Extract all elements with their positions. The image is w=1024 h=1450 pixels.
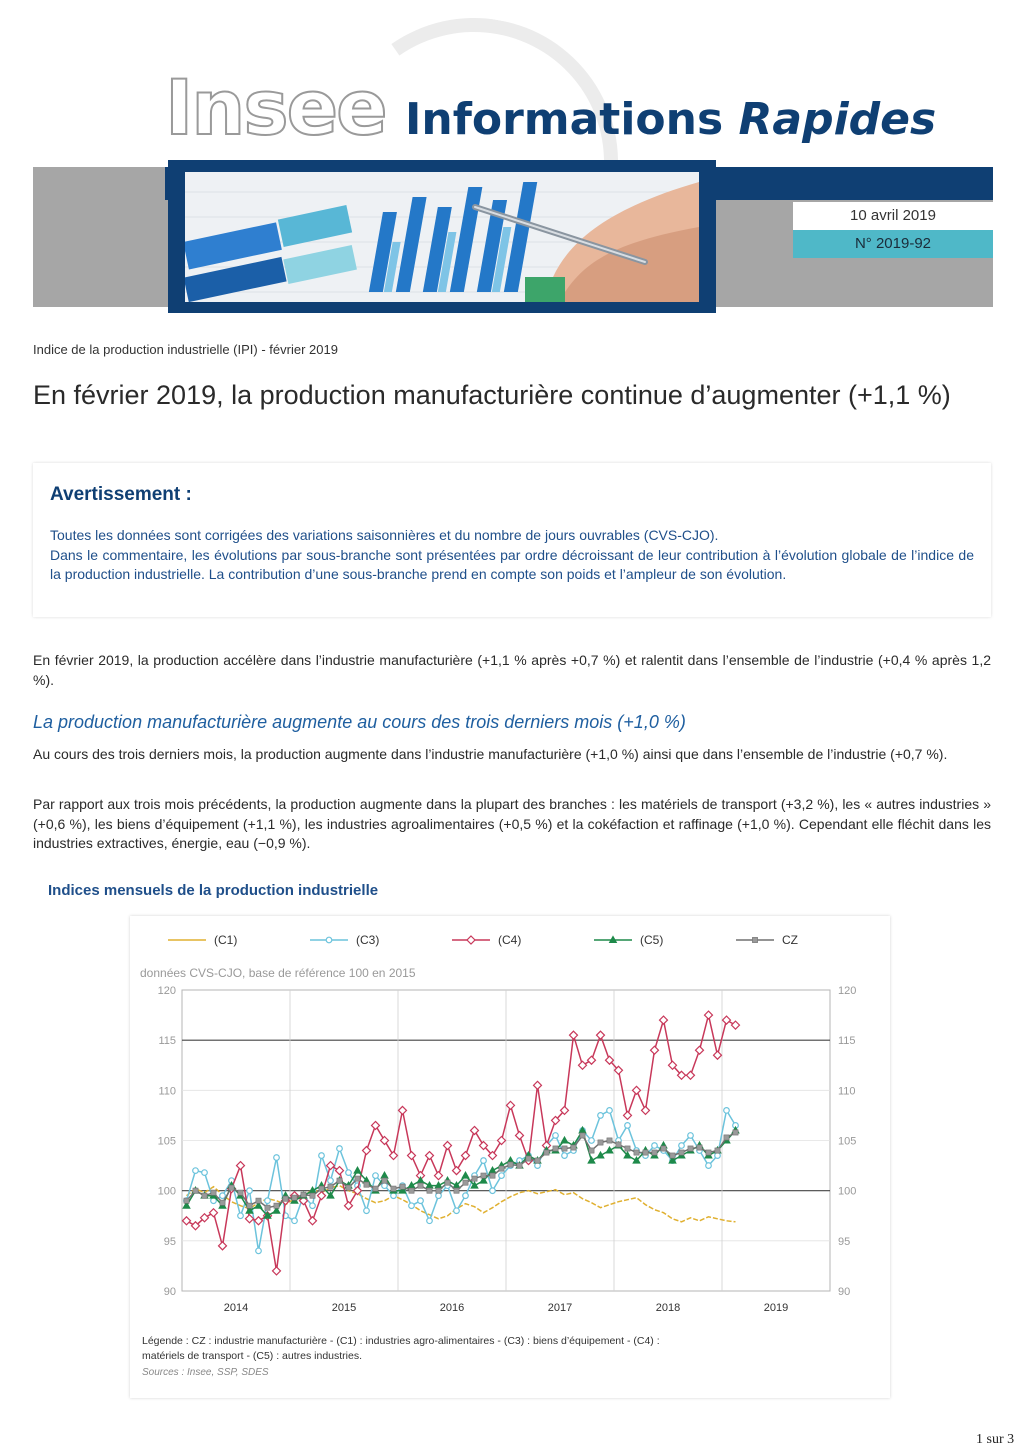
y-tick-label-right: 90 (838, 1286, 851, 1298)
legend-marker (752, 937, 757, 942)
data-point-c3 (679, 1143, 685, 1149)
data-point-c3 (724, 1108, 730, 1114)
data-point-c4 (723, 1016, 731, 1024)
publication-title-part2: Rapides (738, 94, 937, 145)
publication-title-part1: Informations (405, 94, 724, 145)
data-point-cz (274, 1203, 279, 1208)
data-point-cz (364, 1182, 369, 1187)
data-point-cz (544, 1150, 549, 1155)
data-point-c4 (516, 1131, 524, 1139)
data-point-c4 (246, 1215, 254, 1223)
data-point-cz (472, 1176, 477, 1181)
y-tick-label-right: 115 (838, 1035, 856, 1048)
data-point-c4 (426, 1152, 434, 1160)
data-point-cz (598, 1140, 603, 1145)
header-photo-bar-chart-hand (185, 172, 699, 302)
data-point-c4 (318, 1192, 326, 1200)
data-point-c4 (642, 1106, 650, 1114)
data-point-c3 (238, 1213, 244, 1219)
data-point-c4 (309, 1217, 317, 1225)
main-title: En février 2019, la production manufacturière continue d’augmenter (+1,1 %) (33, 380, 951, 410)
data-point-cz (688, 1146, 693, 1151)
data-point-cz (481, 1173, 486, 1178)
data-point-cz (553, 1146, 558, 1151)
x-tick-label: 2015 (331, 1302, 357, 1314)
data-point-cz (715, 1148, 720, 1153)
data-point-c3 (373, 1173, 379, 1179)
data-point-cz (229, 1185, 234, 1190)
warning-line-1: Toutes les données sont corrigées des variations saisonnières et du nombre de jours ouvrables (CVS-CJO). (50, 527, 719, 543)
data-point-c4 (345, 1202, 353, 1210)
data-point-c4 (651, 1046, 659, 1054)
legend-label: (C1) (214, 933, 238, 947)
data-point-c4 (453, 1167, 461, 1175)
data-point-c3 (625, 1123, 631, 1129)
document-subtitle: Indice de la production industrielle (IPI) - février 2019 (33, 342, 338, 357)
data-point-c4 (381, 1137, 389, 1145)
data-point-cz (391, 1186, 396, 1191)
x-tick-label: 2017 (547, 1302, 573, 1314)
data-point-c4 (471, 1126, 479, 1134)
data-point-c3 (481, 1158, 487, 1164)
data-point-c4 (705, 1011, 713, 1019)
chart-subtitle: données CVS-CJO, base de référence 100 en 2015 (140, 966, 416, 980)
data-point-cz (679, 1150, 684, 1155)
data-point-cz (400, 1184, 405, 1189)
data-point-cz (355, 1176, 360, 1181)
data-point-c4 (399, 1106, 407, 1114)
data-point-c3 (553, 1133, 559, 1139)
data-point-c4 (498, 1137, 506, 1145)
data-point-c5 (354, 1167, 361, 1173)
data-point-c3 (706, 1163, 712, 1169)
data-point-cz (706, 1150, 711, 1155)
data-point-c4 (660, 1016, 668, 1024)
data-point-c4 (462, 1152, 470, 1160)
data-point-cz (265, 1205, 270, 1210)
data-point-cz (310, 1193, 315, 1198)
data-point-cz (202, 1193, 207, 1198)
publication-number: N° 2019-92 (793, 230, 993, 258)
data-point-c4 (210, 1209, 218, 1217)
data-point-c3 (607, 1108, 613, 1114)
data-point-c3 (346, 1170, 352, 1176)
paragraph-branches: Par rapport aux trois mois précédents, la production augmente dans la plupart des branches : les matériels de transport (+3,2 %), les « autres industries » (+0,6 %), les biens d’équipement (+1,1 %), les industries agroalimentaires (+0,5 %) et la cokéfaction et raffinage (+1,0 %). Cependant elle fléchit dans les industries extractives, énergie, eau (−0,9 %). (33, 796, 991, 851)
data-point-cz (670, 1153, 675, 1158)
data-point-cz (445, 1180, 450, 1185)
x-tick-label: 2019 (763, 1302, 789, 1314)
legend-label: (C3) (356, 933, 380, 947)
data-point-cz (427, 1188, 432, 1193)
x-tick-label: 2018 (655, 1302, 681, 1314)
legend-label: (C4) (498, 933, 522, 947)
data-point-cz (346, 1185, 351, 1190)
data-point-cz (256, 1198, 261, 1203)
data-point-c3 (490, 1188, 496, 1194)
y-tick-label-right: 120 (838, 985, 857, 997)
data-point-cz (247, 1203, 252, 1208)
data-point-c3 (364, 1208, 370, 1214)
data-point-c4 (597, 1031, 605, 1039)
y-tick-label-left: 90 (163, 1286, 176, 1298)
publication-date: 10 avril 2019 (793, 202, 993, 230)
data-point-cz (607, 1138, 612, 1143)
data-point-c3 (436, 1193, 442, 1199)
data-point-c3 (220, 1193, 226, 1199)
data-point-c5 (462, 1172, 469, 1178)
data-point-c3 (382, 1183, 388, 1189)
data-point-cz (463, 1180, 468, 1185)
data-point-cz (319, 1186, 324, 1191)
data-point-cz (373, 1186, 378, 1191)
data-point-cz (526, 1156, 531, 1161)
data-point-c4 (255, 1217, 263, 1225)
data-point-c4 (408, 1152, 416, 1160)
data-point-cz (490, 1173, 495, 1178)
data-point-c3 (598, 1113, 604, 1119)
data-point-cz (535, 1158, 540, 1163)
data-point-c3 (247, 1188, 253, 1194)
data-point-c4 (579, 1061, 587, 1069)
data-point-c3 (535, 1163, 541, 1169)
data-point-c4 (687, 1071, 695, 1079)
data-point-c4 (696, 1046, 704, 1054)
data-point-cz (220, 1200, 225, 1205)
data-point-cz (211, 1190, 216, 1195)
data-point-cz (571, 1145, 576, 1150)
data-point-c4 (570, 1031, 578, 1039)
legend-label: (C5) (640, 933, 664, 947)
data-point-c4 (219, 1242, 227, 1250)
data-point-c3 (265, 1198, 271, 1204)
y-tick-label-left: 100 (157, 1185, 176, 1198)
data-point-c4 (714, 1051, 722, 1059)
data-point-c4 (183, 1217, 191, 1225)
data-point-c4 (588, 1056, 596, 1064)
data-point-cz (328, 1184, 333, 1189)
data-point-cz (193, 1188, 198, 1193)
data-point-cz (580, 1133, 585, 1138)
data-point-c3 (409, 1203, 415, 1209)
data-point-c3 (427, 1218, 433, 1224)
section-heading: La production manufacturière augmente au cours des trois derniers mois (+1,0 %) (33, 712, 686, 732)
y-tick-label-left: 95 (163, 1235, 176, 1248)
data-point-c4 (390, 1152, 398, 1160)
data-point-cz (616, 1142, 621, 1147)
data-point-cz (652, 1150, 657, 1155)
data-point-cz (499, 1166, 504, 1171)
paragraph-three-months: Au cours des trois derniers mois, la production augmente dans l’industrie manufacturière (+1,0 %) ainsi que dans l’ensemble de l’industrie (+0,7 %). (33, 746, 948, 762)
data-point-cz (382, 1178, 387, 1183)
y-tick-label-right: 95 (838, 1235, 851, 1248)
data-point-cz (283, 1196, 288, 1201)
production-index-chart (130, 916, 890, 1398)
data-point-cz (418, 1183, 423, 1188)
legend-marker (467, 936, 475, 944)
y-tick-label-left: 105 (157, 1135, 176, 1148)
data-point-c4 (624, 1111, 632, 1119)
data-point-c3 (589, 1138, 595, 1144)
data-point-c4 (444, 1142, 452, 1150)
data-point-cz (337, 1178, 342, 1183)
data-point-cz (184, 1198, 189, 1203)
legend-marker (326, 937, 332, 943)
data-point-c5 (561, 1137, 568, 1143)
data-point-c4 (372, 1121, 380, 1129)
data-point-cz (436, 1188, 441, 1193)
chart-title: Indices mensuels de la production industrielle (48, 882, 379, 899)
warning-line-2: Dans le commentaire, les évolutions par sous-branche sont présentées par ordre décroissant de leur contribution à l’évolution globale de l’indice de la production industrielle. La contribution d’une sous-branche prend en compte son poids et l’ampleur de son évolution. (50, 546, 974, 582)
data-point-c3 (463, 1193, 469, 1199)
publication-title (405, 94, 937, 145)
y-tick-label-left: 120 (157, 985, 176, 997)
y-tick-label-left: 115 (158, 1035, 176, 1048)
data-point-cz (661, 1146, 666, 1151)
y-tick-label-right: 105 (838, 1135, 857, 1148)
data-point-cz (238, 1190, 243, 1195)
data-point-c3 (337, 1146, 343, 1152)
data-point-c3 (274, 1155, 280, 1161)
y-tick-label-right: 110 (838, 1085, 856, 1098)
data-point-c3 (202, 1170, 208, 1176)
data-point-c4 (507, 1101, 515, 1109)
legend-label: CZ (782, 933, 798, 947)
data-point-cz (454, 1188, 459, 1193)
data-point-c4 (336, 1167, 344, 1175)
data-point-c3 (652, 1143, 658, 1149)
data-point-cz (625, 1146, 630, 1151)
data-point-cz (733, 1130, 738, 1135)
data-point-cz (643, 1150, 648, 1155)
data-point-c3 (562, 1153, 568, 1159)
data-point-c3 (319, 1153, 325, 1159)
data-point-c3 (715, 1153, 721, 1159)
data-point-c3 (688, 1133, 694, 1139)
data-point-c4 (534, 1081, 542, 1089)
y-tick-label-right: 100 (838, 1185, 857, 1198)
data-point-cz (634, 1150, 639, 1155)
chart-source: Sources : Insee, SSP, SDES (142, 1367, 269, 1378)
x-tick-label: 2014 (223, 1302, 249, 1314)
data-point-c3 (391, 1193, 397, 1199)
data-point-c3 (292, 1218, 298, 1224)
data-point-c3 (256, 1248, 262, 1254)
data-point-c3 (310, 1203, 316, 1209)
data-point-c4 (633, 1086, 641, 1094)
data-point-c3 (418, 1198, 424, 1204)
chart-legend-note-line1: Légende : CZ : industrie manufacturière - (C1) : industries agro-alimentaires - (C3) : biens d’équipement - (C4) : (142, 1335, 660, 1347)
data-point-cz (589, 1148, 594, 1153)
data-point-cz (301, 1192, 306, 1197)
warning-title: Avertissement : (50, 484, 192, 505)
data-point-c4 (732, 1021, 740, 1029)
paragraph-intro: En février 2019, la production accélère dans l’industrie manufacturière (+1,1 % après +0,7 %) et ralentit dans l’ensemble de l’industrie (+0,4 % après 1,2 %). (33, 652, 991, 688)
data-point-cz (292, 1195, 297, 1200)
data-point-c4 (363, 1147, 371, 1155)
data-point-c4 (237, 1162, 245, 1170)
data-point-c4 (435, 1172, 443, 1180)
data-point-cz (724, 1135, 729, 1140)
data-point-cz (508, 1162, 513, 1167)
warning-text (50, 526, 974, 585)
x-tick-label: 2016 (439, 1302, 465, 1314)
data-point-cz (562, 1146, 567, 1151)
data-point-c3 (193, 1168, 199, 1174)
data-point-c3 (499, 1173, 505, 1179)
data-point-c4 (273, 1267, 281, 1275)
data-point-c3 (328, 1178, 334, 1184)
page-number: 1 sur 3 (976, 1432, 1015, 1447)
data-point-cz (409, 1188, 414, 1193)
data-point-c5 (381, 1172, 388, 1178)
data-point-cz (517, 1163, 522, 1168)
data-point-c3 (454, 1208, 460, 1214)
y-tick-label-left: 110 (158, 1085, 176, 1098)
data-point-cz (697, 1145, 702, 1150)
insee-logo: Insee (165, 63, 386, 152)
chart-legend-note-line2: matériels de transport - (C5) : autres industries. (142, 1350, 362, 1362)
